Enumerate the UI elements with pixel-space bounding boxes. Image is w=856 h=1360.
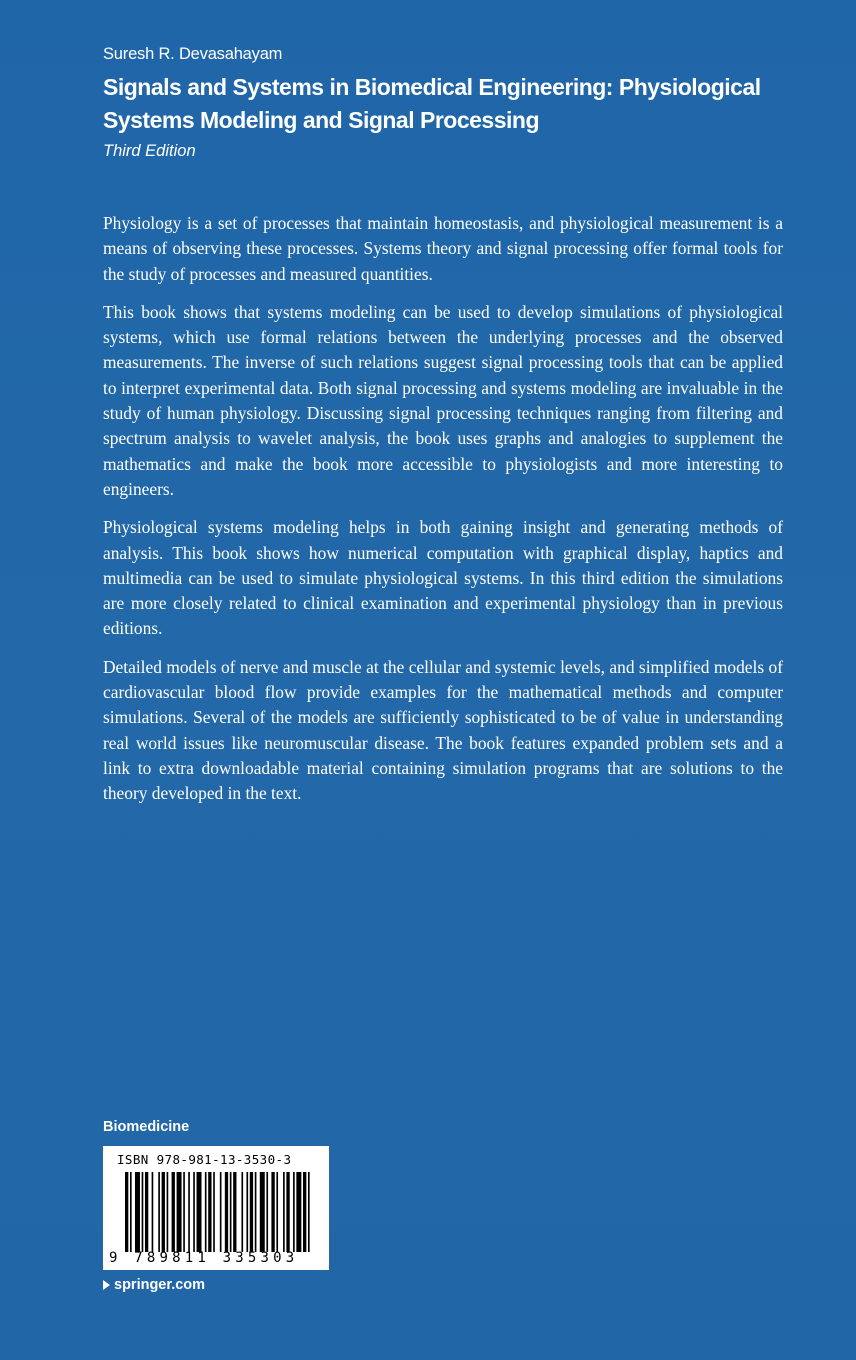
barcode-bar bbox=[286, 1172, 289, 1252]
barcode-bar bbox=[276, 1172, 278, 1252]
barcode-bar bbox=[220, 1172, 222, 1252]
barcode-bar bbox=[125, 1172, 128, 1252]
author-name: Suresh R. Devasahayam bbox=[103, 45, 283, 63]
description-paragraph: Detailed models of nerve and muscle at the cellular and systemic levels, and simplified models of cardiovascular blood flow provide examples for the mathematical methods and computer simulations. Several of the models are sufficiently sophisticated to be of value in understanding real world issues like neuromuscular disease. The book features expanded problem sets and a link to extra downloadable material containing simulation programs that are solutions to the theory developed in the text. bbox=[103, 656, 783, 804]
barcode-bar bbox=[205, 1172, 207, 1252]
barcode-bar bbox=[197, 1172, 202, 1252]
barcode-bar bbox=[130, 1172, 132, 1252]
barcode-bar bbox=[296, 1172, 301, 1252]
book-title: Signals and Systems in Biomedical Engineering: Physiological Systems Modeling and Signal Processing bbox=[103, 74, 761, 133]
description-paragraph: Physiological systems modeling helps in both gaining insight and generating methods of analysis. This book shows how numerical computation with graphical display, haptics and multimedia can be used to simulate physiological systems. In this third edition the simulations are more closely related to clinical examination and experimental physiology than in previous editions. bbox=[103, 517, 783, 639]
barcode-bar bbox=[158, 1172, 160, 1252]
barcode-bar bbox=[246, 1172, 248, 1252]
barcode-bar bbox=[188, 1172, 190, 1252]
description bbox=[103, 211, 783, 820]
barcode-bar bbox=[308, 1172, 310, 1252]
isbn-barcode bbox=[103, 1146, 329, 1270]
barcode-bar bbox=[303, 1172, 306, 1252]
barcode-bar bbox=[233, 1172, 236, 1252]
barcode-bar bbox=[208, 1172, 211, 1252]
barcode-bar bbox=[177, 1172, 182, 1252]
barcode-bar bbox=[283, 1172, 285, 1252]
barcode-digits: 9 789811 335303 bbox=[109, 1250, 299, 1266]
publisher-website-label: springer.com bbox=[114, 1277, 206, 1293]
barcode-bar bbox=[250, 1172, 253, 1252]
barcode-bar bbox=[225, 1172, 228, 1252]
barcode-bar bbox=[241, 1172, 243, 1252]
barcode-bar bbox=[162, 1172, 165, 1252]
isbn-text: ISBN 978-981-13-3530-3 bbox=[117, 1152, 292, 1167]
barcode-bar bbox=[183, 1172, 185, 1252]
barcode-bar bbox=[167, 1172, 169, 1252]
publisher-website[interactable] bbox=[103, 1277, 205, 1293]
barcode-bar bbox=[172, 1172, 175, 1252]
barcode-bar bbox=[142, 1172, 144, 1252]
barcode-bar bbox=[293, 1172, 295, 1252]
description-paragraph: This book shows that systems modeling can be used to develop simulations of physiological systems, which use formal relations between the underlying processes and the observed measurements. The inverse of such relations suggest signal processing tools that can be applied to interpret experimental data. Both signal processing and systems modeling are invaluable in the study of human physiology. Discussing signal processing techniques ranging from filtering and spectrum analysis to wavelet analysis, the book uses graphs and analogies to supplement the mathematics and make the book more accessible to physiologists and more interesting to engineers. bbox=[103, 301, 783, 499]
description-paragraph: Physiology is a set of processes that maintain homeostasis, and physiological measurement is a means of observing these processes. Systems theory and signal processing offer formal tools for the study of processes and measured quantities. bbox=[103, 213, 783, 284]
barcode-bar bbox=[255, 1172, 257, 1252]
barcode-bar bbox=[213, 1172, 215, 1252]
barcode-bar bbox=[230, 1172, 232, 1252]
barcode-bar bbox=[135, 1172, 140, 1252]
barcode-bar bbox=[266, 1172, 268, 1252]
barcode-bar bbox=[271, 1172, 274, 1252]
barcode-bar bbox=[145, 1172, 148, 1252]
barcode-bar bbox=[260, 1172, 265, 1252]
barcode-bar bbox=[152, 1172, 154, 1252]
category-label: Biomedicine bbox=[103, 1119, 190, 1135]
arrow-right-icon bbox=[103, 1280, 110, 1290]
edition-label: Third Edition bbox=[103, 142, 196, 160]
barcode-bars bbox=[125, 1172, 313, 1252]
barcode-bar bbox=[193, 1172, 195, 1252]
